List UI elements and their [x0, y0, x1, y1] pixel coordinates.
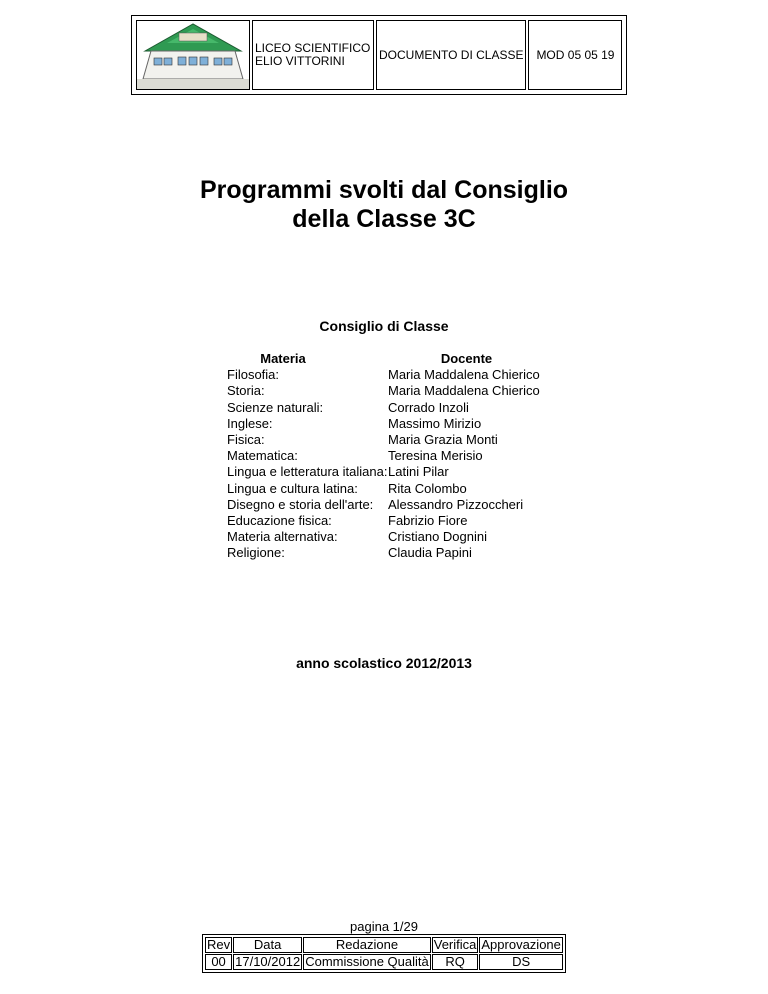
revision-footer	[202, 934, 566, 973]
council-row	[227, 481, 544, 497]
council-row	[227, 529, 544, 545]
footer-value-approvazione: DS	[479, 954, 563, 970]
footer-header-verifica: Verifica	[433, 937, 477, 952]
footer-header-row	[205, 937, 563, 953]
subject-name: Religione:	[227, 545, 285, 561]
footer-header-rev: Rev	[207, 937, 231, 952]
council-row	[227, 464, 544, 480]
subject-name: Lingua e letteratura italiana:	[227, 464, 388, 480]
council-row	[227, 497, 544, 513]
subject-name: Scienze naturali:	[227, 399, 324, 415]
subject-name: Inglese:	[227, 415, 273, 431]
school-name-line1: LICEO SCIENTIFICO	[255, 41, 371, 55]
council-row	[227, 383, 544, 399]
school-building-logo-icon	[137, 21, 249, 89]
footer-header-data: Data	[233, 937, 302, 953]
school-name-cell	[252, 20, 374, 90]
teacher-name: Latini Pilar	[388, 464, 449, 480]
subject-name: Fisica:	[227, 432, 265, 448]
council-table	[227, 351, 544, 562]
subject-name: Storia:	[227, 383, 265, 399]
page-title	[0, 176, 768, 234]
teacher-name: Rita Colombo	[388, 480, 467, 496]
subject-name: Lingua e cultura latina:	[227, 480, 358, 496]
footer-header-redazione: Redazione	[303, 937, 431, 953]
teacher-name: Claudia Papini	[388, 545, 472, 561]
teacher-name: Massimo Mirizio	[388, 415, 482, 431]
module-code: MOD 05 05 19	[528, 20, 622, 90]
teacher-name: Fabrizio Fiore	[388, 513, 468, 529]
column-header-teacher: Docente	[440, 351, 493, 366]
council-heading: Consiglio di Classe	[319, 318, 449, 334]
council-table-header	[227, 351, 544, 367]
council-rows	[227, 367, 544, 561]
council-row	[227, 367, 544, 383]
council-row	[227, 400, 544, 416]
footer-header-approvazione: Approvazione	[481, 937, 561, 952]
column-header-subject: Materia	[260, 351, 306, 366]
footer-value-redazione: Commissione Qualità	[305, 954, 429, 969]
school-year: anno scolastico 2012/2013	[296, 655, 472, 671]
council-row	[227, 448, 544, 464]
footer-value-data: 17/10/2012	[235, 954, 301, 969]
subject-name: Disegno e storia dell'arte:	[227, 496, 374, 512]
footer-value-rev: 00	[205, 954, 232, 970]
subject-name: Educazione fisica:	[227, 513, 332, 529]
footer-value-row	[205, 954, 563, 970]
teacher-name: Teresina Merisio	[388, 448, 483, 464]
school-name-line2: ELIO VITTORINI	[255, 54, 345, 68]
page-title-line1: Programmi svolti dal Consiglio	[199, 176, 569, 204]
page-number: pagina 1/29	[350, 919, 418, 934]
teacher-name: Corrado Inzoli	[388, 399, 469, 415]
document-header	[131, 15, 627, 95]
teacher-name: Maria Grazia Monti	[388, 432, 498, 448]
subject-name: Filosofia:	[227, 367, 280, 383]
council-row	[227, 416, 544, 432]
council-row	[227, 513, 544, 529]
subject-name: Matematica:	[227, 448, 298, 464]
council-row	[227, 432, 544, 448]
school-logo	[136, 20, 250, 90]
teacher-name: Alessandro Pizzoccheri	[388, 496, 524, 512]
document-type: DOCUMENTO DI CLASSE	[376, 20, 526, 90]
teacher-name: Maria Maddalena Chierico	[388, 383, 540, 399]
subject-name: Materia alternativa:	[227, 529, 338, 545]
teacher-name: Maria Maddalena Chierico	[388, 367, 540, 383]
page-title-line2: della Classe 3C	[292, 205, 476, 233]
teacher-name: Cristiano Dognini	[388, 529, 487, 545]
council-row	[227, 545, 544, 561]
footer-value-verifica: RQ	[432, 954, 479, 970]
